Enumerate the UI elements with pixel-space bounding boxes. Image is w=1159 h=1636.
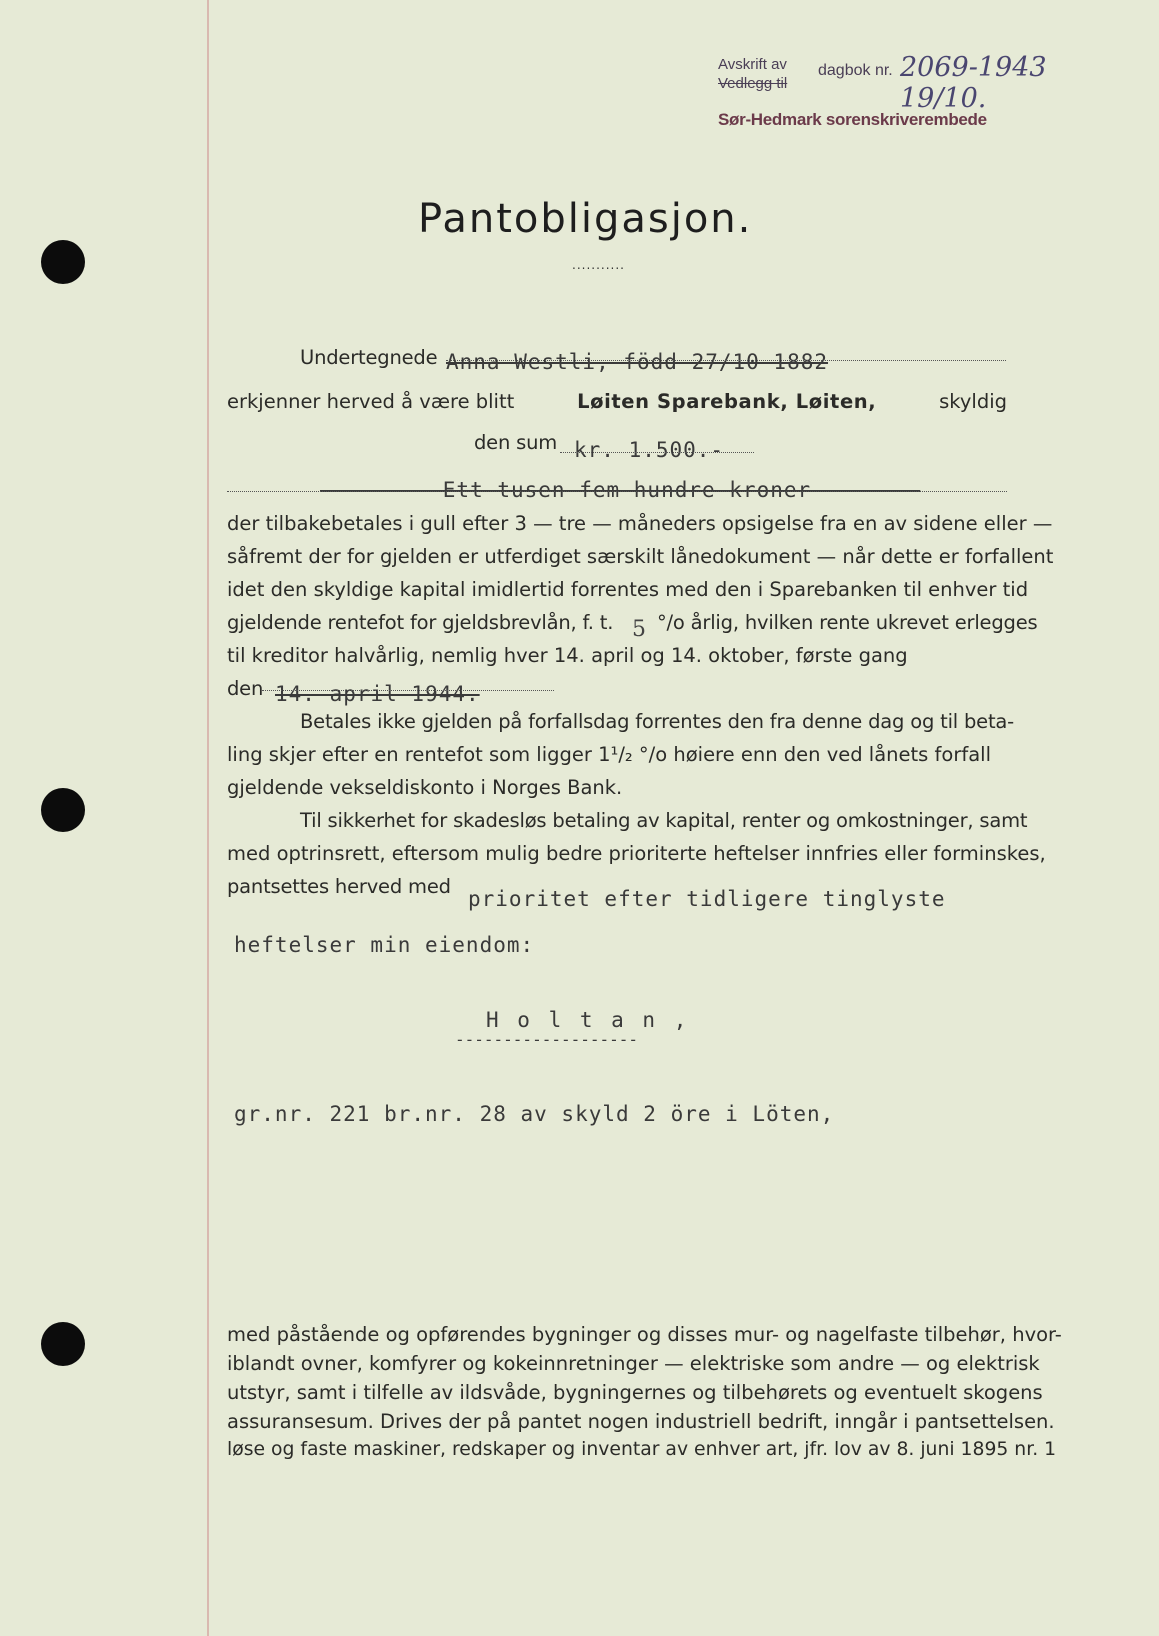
- body-line-3: idet den skyldige kapital imidlertid forrentes med den i Sparebanken til enhver tid: [227, 578, 1029, 601]
- default-line-1: Betales ikke gjelden på forfallsdag forrentes den fra denne dag og til beta-: [300, 710, 1015, 733]
- body-line-1: der tilbakebetales i gull efter 3 — tre — måneders opsigelse fra en av sidene eller —: [227, 512, 1053, 535]
- property-details: gr.nr. 221 br.nr. 28 av skyld 2 öre i Löten,: [234, 1102, 835, 1126]
- security-line-2: med optrinsrett, eftersom mulig bedre prioriterte heftelser innfries eller forminskes,: [227, 842, 1046, 865]
- debtor-value: Anna Westli, född 27/10-1882: [446, 350, 829, 374]
- closing-line-5: løse og faste maskiner, redskaper og inventar av enhver art, jfr. lov av 8. juni 1895 nr. 1: [227, 1439, 1057, 1460]
- sum-words: -------- Ett tusen fem hundre kroner -------: [320, 478, 921, 502]
- body-line-5: til kreditor halvårlig, nemlig hver 14. april og 14. oktober, første gang: [227, 644, 908, 667]
- first-date-underline: [262, 690, 554, 691]
- sum-words-underline: [227, 491, 1007, 492]
- closing-line-3: utstyr, samt i tilfelle av ildsvåde, bygningernes og tilbehørets og eventuelt skogens: [227, 1381, 1043, 1404]
- acknowledgement-line: [227, 390, 1007, 413]
- stamp-office: Sør-Hedmark sorenskriverembede: [718, 110, 987, 129]
- default-line-2: ling skjer efter en rentefot som ligger 1¹/₂ °/o høiere enn den ved lånets forfall: [227, 743, 991, 766]
- closing-line-1: med påstående og opførendes bygninger og disses mur- og nagelfaste tilbehør, hvor-: [227, 1323, 1062, 1346]
- sum-label: den sum: [474, 431, 558, 454]
- debtor-underline: [446, 360, 1006, 361]
- acknowledgement-prefix: erkjenner herved å være blitt: [227, 390, 515, 413]
- first-date-label: den: [227, 677, 264, 700]
- title-ornament: ...........: [572, 258, 625, 272]
- property-name-rule: -------------------: [455, 1030, 639, 1049]
- sum-underline: [560, 452, 754, 453]
- interest-rate: 5: [632, 617, 646, 642]
- body-line-4b: °/o årlig, hvilken rente ukrevet erlegges: [657, 611, 1038, 634]
- priority-typed: prioritet efter tidligere tinglyste: [468, 887, 946, 911]
- security-line-1: Til sikkerhet for skadesløs betaling av kapital, renter og omkostninger, samt: [300, 809, 1028, 832]
- sum-value: kr. 1.500.-: [574, 438, 725, 462]
- default-line-3: gjeldende vekseldiskonto i Norges Bank.: [227, 776, 623, 799]
- acknowledgement-suffix: skyldig: [939, 390, 1007, 413]
- stamp-line-1: Avskrift av: [718, 56, 787, 73]
- bank-name: Løiten Sparebank, Løiten,: [577, 390, 877, 413]
- debtor-label: Undertegnede: [300, 346, 438, 369]
- priority-typed-2: heftelser min eiendom:: [234, 933, 535, 957]
- closing-line-2: iblandt ovner, komfyrer og kokeinnretninger — elektriske som andre — og elektrisk: [227, 1352, 1040, 1375]
- punch-hole-bottom: [41, 1322, 85, 1366]
- document-title: Pantobligasjon.: [418, 196, 753, 242]
- punch-hole-top: [41, 240, 85, 284]
- closing-line-4: assuransesum. Drives der på pantet nogen industriell bedrift, inngår i pantsettelsen.: [227, 1410, 1055, 1433]
- first-date-value: 14. april 1944.: [275, 682, 480, 706]
- stamp-journal-number: 2069-1943 19/10.: [900, 52, 1047, 114]
- stamp-line-2: Vedlegg til: [718, 75, 788, 92]
- punch-hole-middle: [41, 788, 85, 832]
- stamp-journal-label: dagbok nr.: [818, 62, 893, 79]
- property-name: H o l t a n ,: [486, 1008, 690, 1032]
- registry-stamp: [718, 48, 1108, 138]
- body-line-2: såfremt der for gjelden er utferdiget særskilt lånedokument — når dette er forfallent: [227, 545, 1054, 568]
- security-line-3: pantsettes herved med: [227, 875, 451, 898]
- body-line-4a: gjeldende rentefot for gjeldsbrevlån, f. t.: [227, 611, 614, 634]
- margin-rule: [207, 0, 209, 1636]
